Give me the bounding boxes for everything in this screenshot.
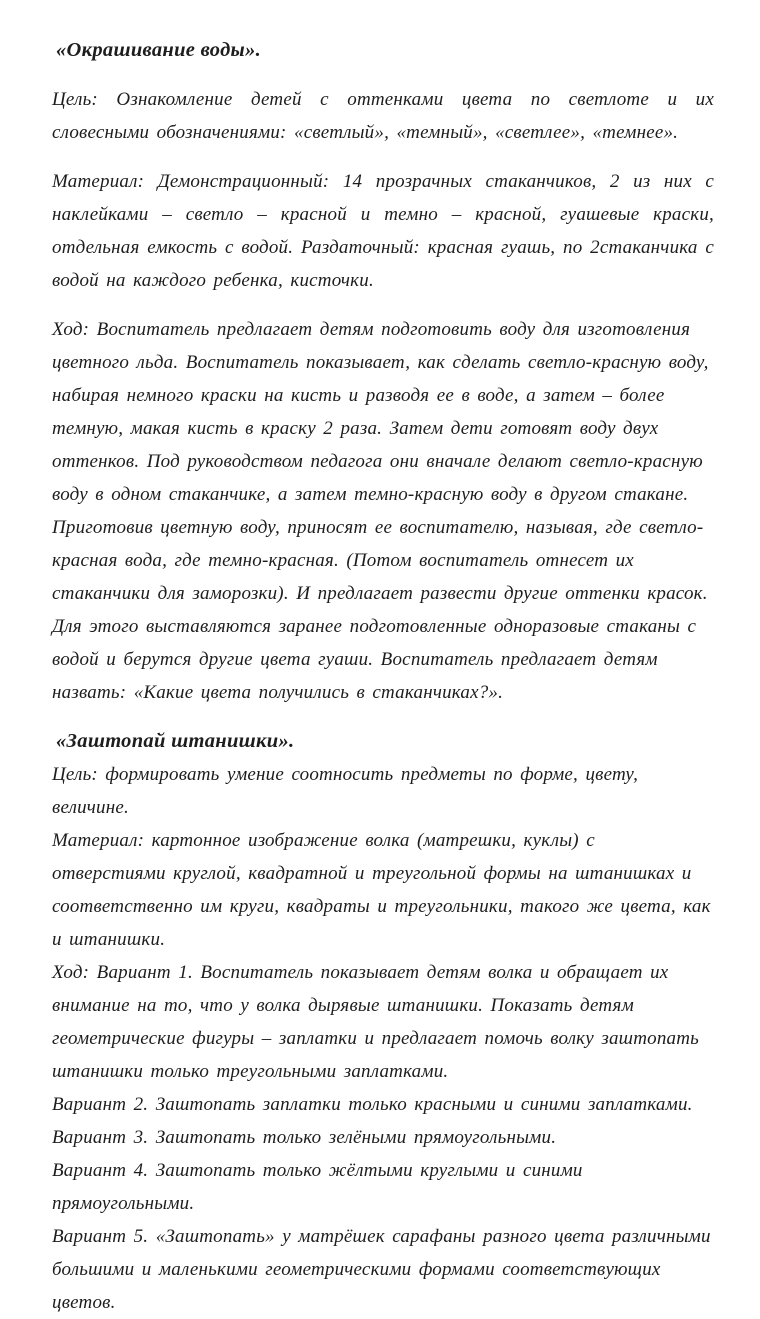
paragraph-material-coloring-water: Материал: Демонстрационный: 14 прозрачных стаканчиков, 2 из них с наклейками – светло – красной и темно – красной, гуашевые краски, отдельная емкость с водой. Раздаточный: красная гуашь, по 2стаканчика с водой на каждого ребенка, кисточки. [52, 171, 714, 291]
paragraph-goal-coloring-water: Цель: Ознакомление детей с оттенками цвета по светлоте и их словесными обозначениями: «светлый», «темный», «светлее», «темнее». [52, 89, 714, 143]
paragraph-procedure-coloring-water: Ход: Воспитатель предлагает детям подготовить воду для изготовления цветного льда. Воспитатель показывает, как сделать светло-красную воду, набирая немного краски на кисть и разводя ее в воде, а затем – более темную, макая кисть в краску 2 раза. Затем дети готовят воду двух оттенков. Под руководством педагога они вначале делают светло-красную воду в одном стаканчике, а затем темно-красную воду в другом стакане. Приготовив цветную воду, приносят ее воспитателю, называя, где светло-красная вода, где темно-красная. (Потом воспитатель отнесет их стаканчики для заморозки). И предлагает развести другие оттенки красок. Для этого выставляются заранее подготовленные одноразовые стаканы с водой и берутся другие цвета гуаши. Воспитатель предлагает детям назвать: «Какие цвета получились в стаканчиках?». [52, 319, 709, 703]
section-title-coloring-water: «Окрашивание воды». [56, 39, 262, 61]
paragraph-goal-darn-pants: Цель: формировать умение соотносить предметы по форме, цвету, величине. [52, 764, 639, 818]
paragraph-variant-4: Вариант 4. Заштопать только жёлтыми круглыми и синими прямоугольными. [52, 1160, 583, 1214]
section-title-darn-pants: «Заштопай штанишки». [56, 730, 295, 752]
paragraph-material-darn-pants: Материал: картонное изображение волка (матрешки, куклы) с отверстиями круглой, квадратной и треугольной формы на штанишках и соответственно им круги, квадраты и треугольники, такого же цвета, как и штанишки. [52, 830, 711, 950]
paragraph-variant-2: Вариант 2. Заштопать заплатки только красными и синими заплатками. [52, 1094, 693, 1115]
paragraph-variant-3: Вариант 3. Заштопать только зелёными прямоугольными. [52, 1127, 557, 1148]
paragraph-variant-5: Вариант 5. «Заштопать» у матрёшек сарафаны разного цвета различными большими и маленькими геометрическими формами соответствующих цветов. [52, 1226, 711, 1313]
paragraph-procedure-variant-1: Ход: Вариант 1. Воспитатель показывает детям волка и обращает их внимание на то, что у волка дырявые штанишки. Показать детям геометрические фигуры – заплатки и предлагает помочь волку заштопать штанишки только треугольными заплатками. [52, 962, 699, 1082]
